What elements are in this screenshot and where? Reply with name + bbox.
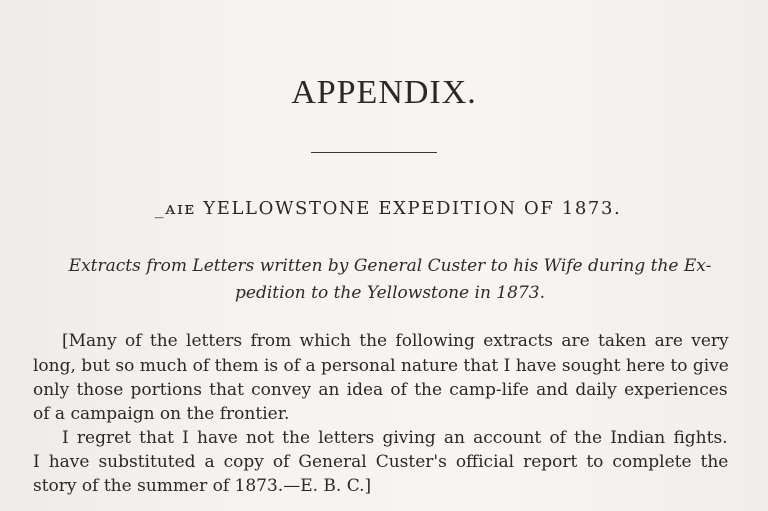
body-line-3: only those portions that convey an idea of the camp-life and daily experiences	[33, 380, 728, 400]
body-line-1: [Many of the letters from which the following extracts are taken are very	[62, 331, 729, 351]
body-line-4: of a campaign on the frontier.	[33, 404, 290, 424]
section-title: _ᴀɪᴇ YELLOWSTONE EXPEDITION OF 1873.	[154, 198, 622, 219]
subtitle-line-1: Extracts from Letters written by General Custer to his Wife during the Ex-	[68, 256, 712, 276]
body-line-2: long, but so much of them is of a personal nature that I have sought here to give	[33, 356, 729, 376]
horizontal-rule	[311, 152, 437, 153]
body-line-7: story of the summer of 1873.—E. B. C.]	[33, 476, 372, 496]
body-line-5: I regret that I have not the letters giving an account of the Indian fights.	[62, 428, 728, 448]
body-line-6: I have substituted a copy of General Custer's official report to complete the	[33, 452, 729, 472]
subtitle-line-2: pedition to the Yellowstone in 1873.	[235, 283, 545, 303]
appendix-heading: APPENDIX.	[291, 74, 477, 111]
